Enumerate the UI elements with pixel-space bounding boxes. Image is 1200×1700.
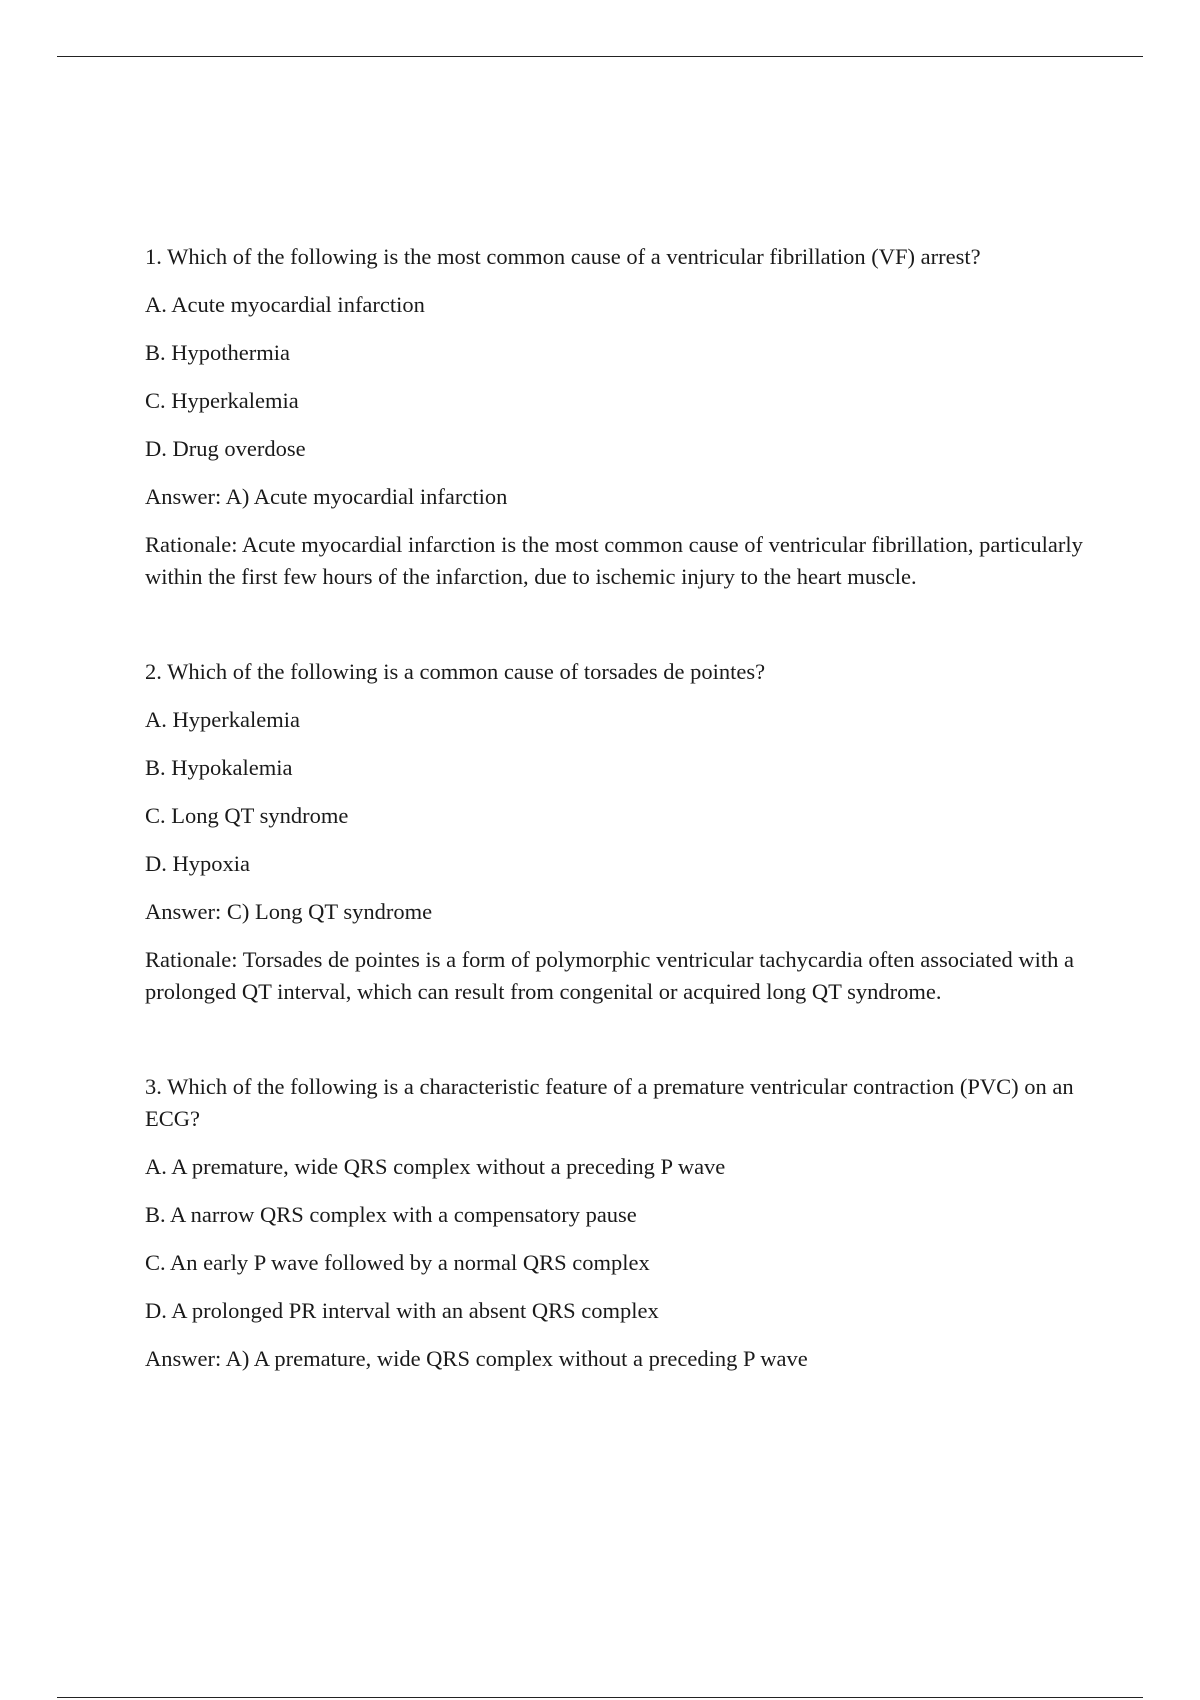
question-text: 3. Which of the following is a characteristic feature of a premature ventricular contraction (PVC) on an ECG? bbox=[145, 1074, 1074, 1131]
answer-text: Answer: C) Long QT syndrome bbox=[145, 899, 433, 924]
option-d: D. Hypoxia bbox=[145, 851, 250, 876]
rationale-text: Rationale: Torsades de pointes is a form of polymorphic ventricular tachycardia often associated with a prolonged QT interval, which can result from congenital or acquired long QT syndrome. bbox=[145, 947, 1074, 1004]
question-block-2 bbox=[145, 656, 1090, 1008]
option-b: B. Hypothermia bbox=[145, 340, 290, 365]
option-c: C. Long QT syndrome bbox=[145, 803, 349, 828]
option-a: A. Acute myocardial infarction bbox=[145, 292, 425, 317]
question-text: 1. Which of the following is the most common cause of a ventricular fibrillation (VF) arrest? bbox=[145, 244, 981, 269]
option-d: D. A prolonged PR interval with an absent QRS complex bbox=[145, 1298, 659, 1323]
header-rule bbox=[57, 56, 1143, 57]
option-c: C. Hyperkalemia bbox=[145, 388, 299, 413]
question-block-3 bbox=[145, 1071, 1090, 1375]
option-b: B. Hypokalemia bbox=[145, 755, 293, 780]
option-c: C. An early P wave followed by a normal QRS complex bbox=[145, 1250, 650, 1275]
answer-text: Answer: A) A premature, wide QRS complex without a preceding P wave bbox=[145, 1346, 808, 1371]
question-block-1 bbox=[145, 241, 1090, 593]
question-text: 2. Which of the following is a common cause of torsades de pointes? bbox=[145, 659, 766, 684]
option-d: D. Drug overdose bbox=[145, 436, 306, 461]
option-a: A. Hyperkalemia bbox=[145, 707, 300, 732]
document-body bbox=[145, 241, 1090, 1391]
option-b: B. A narrow QRS complex with a compensatory pause bbox=[145, 1202, 637, 1227]
footer-rule bbox=[57, 1697, 1143, 1698]
rationale-text: Rationale: Acute myocardial infarction is the most common cause of ventricular fibrillation, particularly within the first few hours of the infarction, due to ischemic injury to the heart muscle. bbox=[145, 532, 1083, 589]
answer-text: Answer: A) Acute myocardial infarction bbox=[145, 484, 508, 509]
option-a: A. A premature, wide QRS complex without a preceding P wave bbox=[145, 1154, 726, 1179]
